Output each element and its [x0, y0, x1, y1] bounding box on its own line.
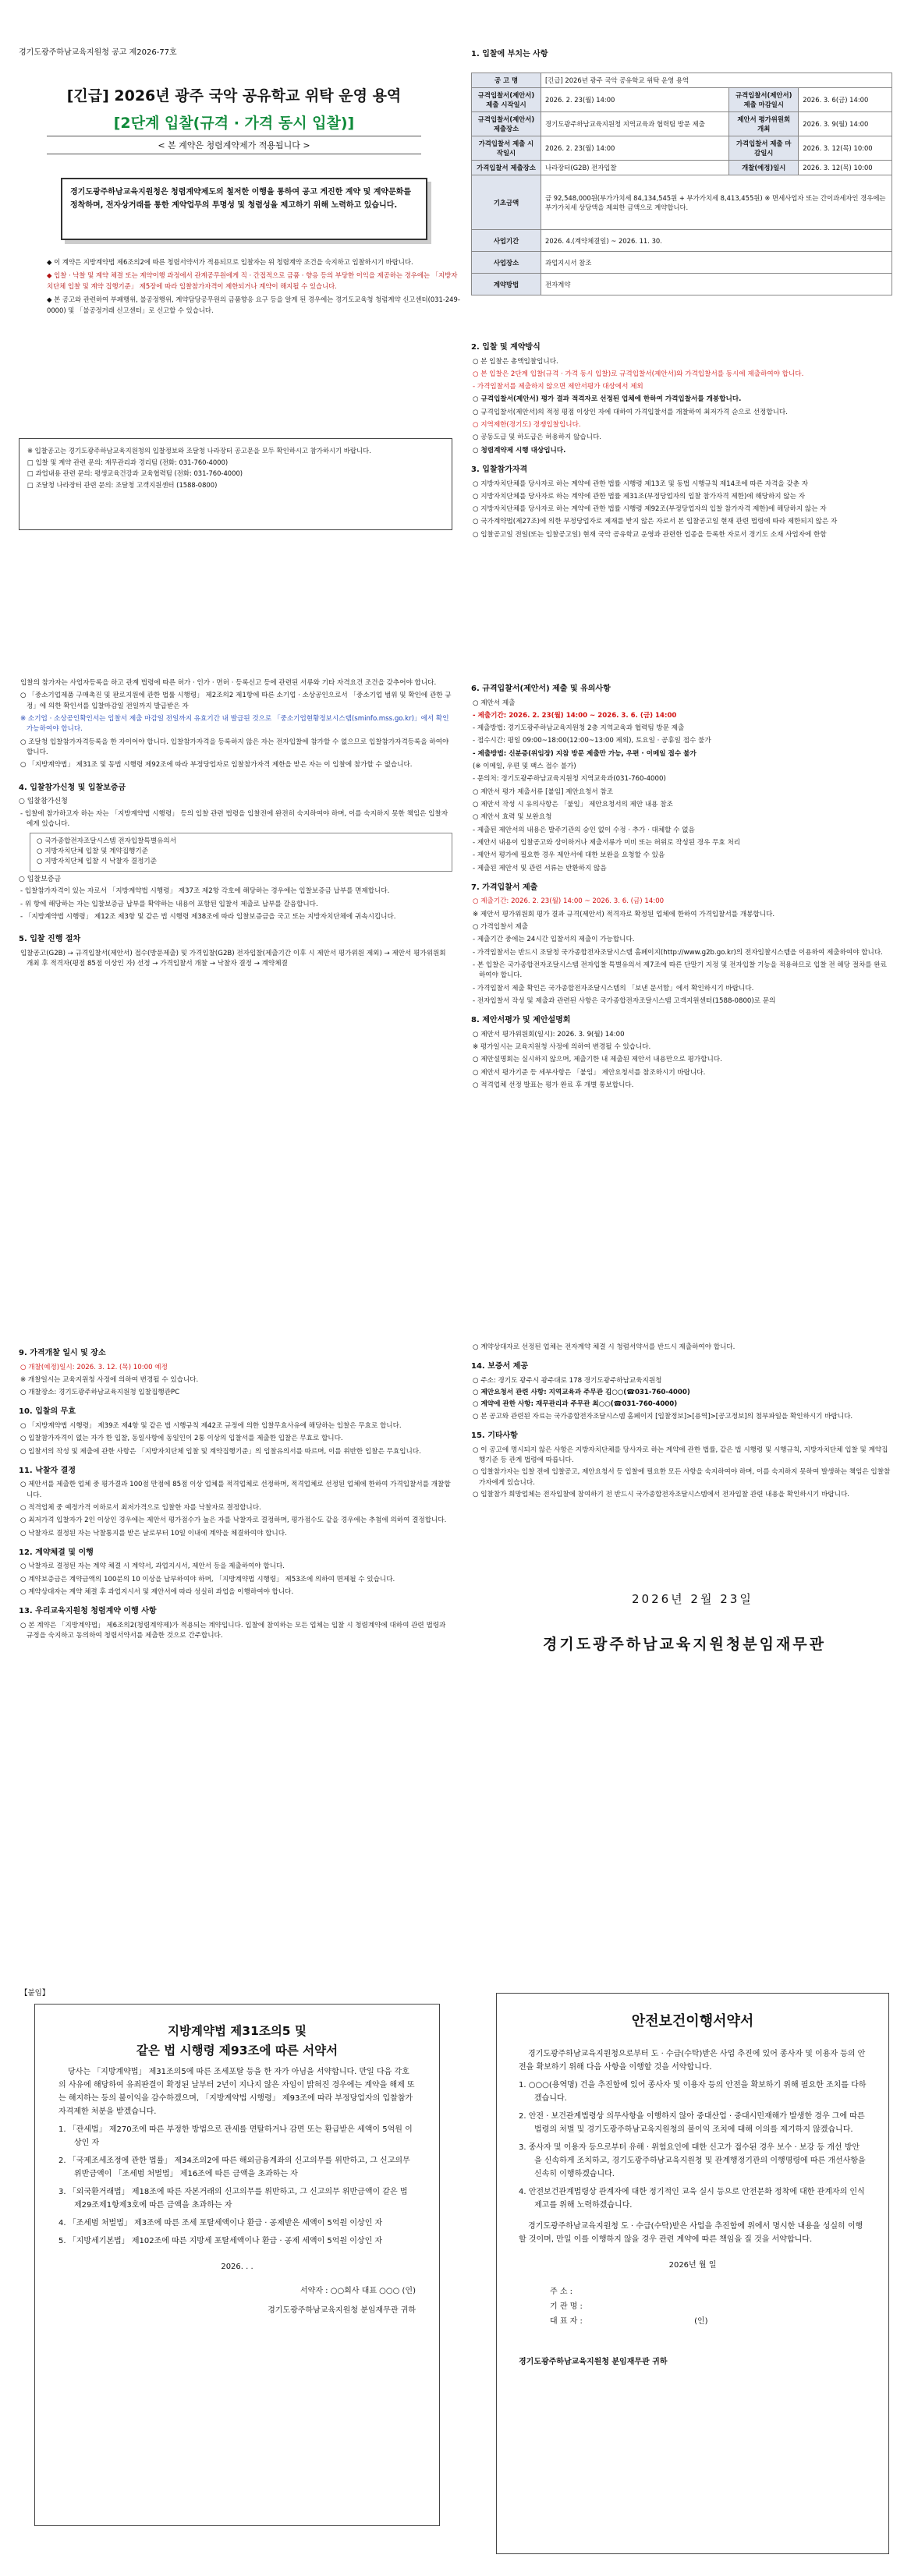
list-item: ○ 계약상대자로 선정된 업체는 전자계약 체결 시 청렴서약서를 반드시 제출하여야 합니다. — [473, 1343, 736, 1351]
section-9-heading: 9. 가격개찰 일시 및 장소 — [19, 1349, 106, 1357]
table-row — [472, 274, 892, 295]
attachment-label: 【붙임】 — [20, 1989, 50, 1997]
table-label: 공 고 명 — [472, 73, 541, 88]
table-value: 2026. 3. 12(목) 10:00 — [799, 136, 892, 161]
pledge-signer: 서약자 : ○○회사 대표 ○○○ (인) — [300, 2286, 416, 2295]
pledge-document — [34, 2004, 440, 2526]
subsection-heading: ○ 입찰참가신청 — [19, 798, 68, 805]
list-item: ※ 개찰일시는 교육지원청 사정에 의하여 변경될 수 있습니다. — [20, 1375, 199, 1384]
list-item: ○ 본 계약은 「지방계약법」 제6조의2(청렴계약제)가 적용되는 계약입니다. 입찰에 참여하는 모든 업체는 입찰 시 청렴계약에 대하여 관련 법령과 규정을 숙지하고 동의하여 청렴서약서를 제출한 것으로 간주합니다. — [20, 1621, 446, 1640]
list-item: ○ 입찰공고일 전일(또는 입찰공고일) 현재 국악 공유학교 운영과 관련한 업종을 등록한 자로서 경기도 소재 사업자에 한함 — [473, 530, 827, 539]
table-label: 사업장소 — [472, 252, 541, 274]
list-item: - 전자입찰서 작성 및 제출과 관련된 사항은 국가종합전자조달시스템 고객지원센터(1588-0800)로 문의 — [473, 996, 776, 1005]
reference-box — [30, 833, 452, 872]
pledge-intro: 당사는 「지방계약법」 제31조의5에 따른 조세포탈 등을 한 자가 아님을 서약합니다. 만일 다음 각호의 사유에 해당하여 유죄판결이 확정된 날부터 2년이 지나지 않은 자임이 밝혀진 경우에는 계약을 해제 또는 해지하는 등의 불이익을 감수하겠으며, 「지방계약법 시행령」 제93조에 따라 부정당업자의 입찰참가자격제한 처분을 받겠습니다. — [58, 2067, 415, 2116]
contact-line: ※ 입찰공고는 경기도광주하남교육지원청의 입찰정보와 조달청 나라장터 공고문을 모두 확인하시고 참가하시기 바랍니다. — [27, 447, 371, 455]
section-10-heading: 10. 입찰의 무효 — [19, 1407, 76, 1417]
pledge-item: 1. 「관세법」 제270조에 따른 부정한 방법으로 관세를 면탈하거나 감면 또는 환급받은 세액이 5억원 이상인 자 — [58, 2125, 413, 2147]
list-item: ○ 「중소기업제품 구매촉진 및 판로지원에 관한 법률 시행령」 제2조의2 제1항에 따른 소기업 · 소상공인으로서 「중소기업 범위 및 확인에 관한 규정」에 의한 확인서를 입찰마감일 전일까지 발급받은 자 — [20, 692, 452, 710]
list-item: ○ 적격업체 중 예정가격 이하로서 최저가격으로 입찰한 자를 낙찰자로 결정합니다. — [20, 1504, 261, 1512]
table-label: 개찰(예정)일시 — [729, 161, 799, 175]
integrity-box: 경기도광주하남교육지원청은 청렴계약제도의 철저한 이행을 통하여 공고 게진한 계약 및 계약문화를 정착하며, 전자상거래를 통한 계약업무의 투명성 및 청렴성을 제고하기 위해 노력하고 있습니다. — [61, 178, 427, 240]
table-value: 전자계약 — [541, 274, 892, 295]
list-item: ○ 계약보증금은 계약금액의 100분의 10 이상을 납부하여야 하며, 「지방계약법 시행령」 제53조에 의하여 면제될 수 있습니다. — [20, 1575, 395, 1583]
procedure-text: 입찰공고(G2B) → 규격입찰서(제안서) 접수(방문제출) 및 가격입찰(G2B) 전자입찰(제출기간 이후 시 제안서 평가위원 제외) → 제안서 평가위원회 개최 후 적격자(평점 85점 이상인 자) 선정 → 가격입찰서 개찰 → 낙찰자 결정 → 계약체결 — [20, 949, 446, 968]
table-label: 사업기간 — [472, 230, 541, 252]
table-value: 2026. 2. 23(월) 14:00 — [541, 88, 729, 112]
issuing-organization: 경기도광주하남교육지원청분임재무관 — [543, 1636, 827, 1653]
list-item: - 본 입찰은 국가종합전자조달시스템 전자입찰 특별유의서 제7조에 따른 단말기 지정 및 전자입찰 기능을 적용하므로 입찰 전 해당 절차를 완료하여야 합니다. — [473, 961, 887, 980]
list-item: - 제출된 제안서의 내용은 발주기관의 승인 없이 수정 · 추가 · 대체할 수 없음 — [473, 826, 695, 834]
section-4-heading: 4. 입찰참가신청 및 입찰보증금 — [19, 783, 126, 792]
section-12-heading: 12. 계약체결 및 이행 — [19, 1548, 94, 1557]
list-item: ○ 지방자치단체를 당사자로 하는 계약에 관한 법률 시행령 제92조(부정당업자의 입찰 참가자격 제한)에 해당하지 않는 자 — [473, 505, 827, 514]
table-label: 가격입찰서 제출장소 — [472, 161, 541, 175]
section-2 — [471, 337, 892, 543]
list-item: - 제출방법: 신분증(위임장) 지참 방문 제출만 가능, 우편 · 이메일 접수 불가 — [473, 749, 697, 758]
address-label: 주 소 : — [550, 2287, 573, 2296]
list-item: - 위 항에 해당하는 자는 입찰보증금 납부를 확약하는 내용이 포함된 입찰서 제출로 납부를 갈음합니다. — [20, 900, 318, 908]
list-item: ○ 제안서 평가 제출서류 [붙임] 제안요청서 참조 — [473, 787, 614, 796]
page-subtitle: [2단계 입찰(규격 · 가격 동시 입찰)] — [113, 115, 355, 132]
list-item: ○ 「지방계약법」 제31조 및 동법 시행령 제92조에 따라 부정당업자로 입찰참가자격 제한을 받은 자는 이 입찰에 참가할 수 없습니다. — [20, 761, 413, 770]
pledge-recipient: 경기도광주하남교육지원청 분임재무관 귀하 — [268, 2305, 416, 2315]
safety-item: 2. 안전 · 보건관계법령상 의무사항을 이행하지 않아 중대산업 · 중대시민재해가 발생한 경우 그에 따른 법령의 처벌 및 경기도광주하남교육지원청의 불이익 조치에 대해 이의를 제기하지 않겠습니다. — [519, 2111, 865, 2134]
list-item: ○ 제출기간: 2026. 2. 23(월) 14:00 ~ 2026. 3. 6. (금) 14:00 — [473, 897, 665, 906]
table-value: [긴급] 2026년 광주 국악 공유학교 위탁 운영 용역 — [541, 73, 892, 88]
announcement-date: 2026년 2월 23일 — [632, 1592, 753, 1606]
safety-item: 4. 안전보건관계법령상 관계자에 대한 정기적인 교육 실시 등으로 안전문화 정착에 대한 관계자의 인식 제고를 위해 노력하겠습니다. — [519, 2187, 865, 2210]
list-item: 입찰의 참가자는 사업자등록을 하고 관계 법령에 따른 허가 · 인가 · 면허 · 등록신고 등에 관련된 서류와 기타 자격요건 조건을 갖추어야 합니다. — [20, 679, 437, 687]
list-item: ○ 제안요청서 관련 사항: 지역교육과 주무관 김○○(☎031-760-4000) — [473, 1389, 690, 1397]
sections-9-13 — [19, 1343, 452, 1644]
table-row — [472, 175, 892, 230]
list-item: ※ 평가일시는 교육지원청 사정에 의하여 변경될 수 있습니다. — [473, 1043, 651, 1051]
list-item: - 입찰참가자격이 있는 자로서 「지방계약법 시행령」 제37조 제2항 각호에 해당하는 경우에는 입찰보증금 납부를 면제합니다. — [20, 887, 390, 896]
announcement-number: 경기도광주하남교육지원청 공고 제2026-77호 — [19, 48, 177, 57]
pledge-item: 2. 「국제조세조정에 관한 법률」 제34조의2에 따른 해외금융계좌의 신고의무를 위반하고, 그 신고의무 위반금액이 「조세범 처벌법」 제16조에 따른 금액을 초과하는 자 — [58, 2156, 410, 2178]
list-item: - 문의처: 경기도광주하남교육지원청 지역교육과(031-760-4000) — [473, 775, 666, 784]
list-item: ○ 본 입찰은 총액입찰입니다. — [473, 357, 558, 366]
list-item: (※ 이메일, 우편 및 팩스 접수 불가) — [473, 763, 576, 771]
list-item: ○ 낙찰자로 결정된 자는 낙찰통지를 받은 날로부터 10일 이내에 계약을 체결하여야 합니다. — [20, 1529, 287, 1537]
section-1-heading: 1. 입찰에 부치는 사항 — [471, 50, 548, 58]
pledge-item: 3. 「외국환거래법」 제18조에 따른 자본거래의 신고의무를 위반하고, 그 신고의무 위반금액이 같은 법 제29조제1항제3호에 따른 금액을 초과하는 자 — [58, 2187, 408, 2210]
section-3-heading: 3. 입찰참가자격 — [471, 465, 528, 474]
representative-label: 대 표 자 : — [550, 2316, 583, 2326]
list-item: ○ 최저가격 입찰자가 2인 이상인 경우에는 제안서 평가점수가 높은 자를 낙찰자로 결정하며, 평가점수도 같을 경우에는 추첨에 의하여 결정합니다. — [20, 1516, 447, 1525]
list-item: - 가격입찰서를 제출하지 않으면 제안서평가 대상에서 제외 — [473, 383, 643, 391]
table-value: 금 92,548,000원(부가가치세 84,134,545원 + 부가가치세 8,413,455원) ※ 면세사업자 또는 간이과세자인 경우에는 부가가치세 상당액을 제외한 금액으로 계약합니다. — [541, 175, 892, 230]
safety-pledge-document — [496, 1993, 889, 2554]
contact-line: □ 과업내용 관련 문의: 평생교육건강과 교육협력팀 (전화: 031-760-4000) — [27, 469, 243, 478]
list-item: ○ 지역제한(경기도) 경쟁입찰입니다. — [473, 421, 581, 430]
table-value: 과업지시서 참조 — [541, 252, 892, 274]
company-label: 기 관 명 : — [550, 2302, 583, 2311]
table-row — [472, 136, 892, 161]
seal-mark: (인) — [694, 2316, 708, 2326]
list-item: ○ 국가계약법(제27조)에 의한 부정당업자로 제재를 받지 않은 자로서 본 입찰공고일 현재 관련 법령에 따라 제한되지 않은 자 — [473, 518, 838, 526]
safety-title: 안전보건이행서약서 — [631, 2013, 754, 2029]
safety-signature-block — [550, 2284, 867, 2329]
list-item: ○ 계약상대자는 계약 체결 후 과업지시서 및 제안서에 따라 성실히 과업을 이행하여야 합니다. — [20, 1588, 294, 1597]
section-15-heading: 15. 기타사항 — [471, 1431, 518, 1441]
section-3-continued — [19, 678, 452, 972]
table-value: 2026. 3. 6(금) 14:00 — [799, 88, 892, 112]
table-label: 가격입찰서 제출 마감일시 — [729, 136, 799, 161]
list-item: - 가격입찰서는 반드시 조달청 국가종합전자조달시스템 홈페이지(http://www.g2b.go.kr)의 전자입찰시스템을 이용하여 제출하여야 합니다. — [473, 948, 883, 957]
pledge-title-line: 지방계약법 제31조의5 및 — [168, 2024, 307, 2038]
contact-line: □ 입찰 및 계약 관련 문의: 재무관리과 경리팀 (전화: 031-760-4000) — [27, 458, 229, 466]
list-item: ○ 제안설명회는 실시하지 않으며, 제출기한 내 제출된 제안서 내용만으로 평가합니다. — [473, 1056, 722, 1064]
caution-bullet: ◆ 이 계약은 지방계약법 제6조의2에 따른 청렴서약서가 적용되므로 입찰자는 위 청렴계약 조건을 숙지하고 입찰하시기 바랍니다. — [47, 258, 413, 266]
list-item: ○ 입찰참가 희망업체는 전자입찰에 참여하기 전 반드시 국가종합전자조달시스템에서 전자입찰 관련 내용을 확인하시기 바랍니다. — [473, 1490, 849, 1499]
list-item: ○ 개찰(예정)일시: 2026. 3. 12. (목) 10:00 예정 — [20, 1363, 168, 1371]
contact-line: □ 조달청 나라장터 관련 문의: 조달청 고객지원센터 (1588-0800) — [27, 481, 218, 490]
safety-date: 2026년 월 일 — [668, 2260, 717, 2270]
list-item: ○ 입찰서의 작성 및 제출에 관한 사항은 「지방자치단체 입찰 및 계약집행기준」의 입찰유의서를 따르며, 이를 위반한 입찰은 무효입니다. — [20, 1447, 421, 1456]
table-row — [472, 161, 892, 175]
pledge-date: 2026. . . — [221, 2262, 253, 2271]
list-item: ○ 지방자치단체를 당사자로 하는 계약에 관한 법률 시행령 제13조 및 동법 시행규칙 제14조에 따른 자격을 갖춘 자 — [473, 479, 809, 488]
reference-item: ○ 국가종합전자조달시스템 전자입찰특별유의서 — [37, 837, 176, 845]
table-value: 2026. 4.(계약체결일) ~ 2026. 11. 30. — [541, 230, 892, 252]
list-item: - 제출기간 중에는 24시간 입찰서의 제출이 가능합니다. — [473, 936, 635, 944]
table-row — [472, 88, 892, 112]
list-item: ○ 가격입찰서 제출 — [473, 923, 529, 931]
table-row — [472, 230, 892, 252]
list-item: - 제출된 제안서 및 관련 서류는 반환하지 않음 — [473, 864, 607, 872]
table-value: 2026. 3. 12(목) 10:00 — [799, 161, 892, 175]
list-item: ○ 제안서 작성 시 유의사항은 「붙임」 제안요청서의 제안 내용 참조 — [473, 801, 673, 809]
list-item: ○ 「지방계약법 시행령」 제39조 제4항 및 같은 법 시행규칙 제42조 규정에 의한 입찰무효사유에 해당하는 입찰은 무효로 합니다. — [20, 1421, 402, 1430]
safety-item: 3. 종사자 및 이용자 등으로부터 유해 · 위험요인에 대한 신고가 접수된 경우 보수 · 보강 등 개선 방안을 신속하게 조치하고, 경기도광주하남교육지원청 및 관계행정기관의 이행명령에 따른 개선사항을 신속히 이행하겠습니다. — [519, 2143, 866, 2178]
section-7-heading: 7. 가격입찰서 제출 — [471, 883, 538, 892]
list-item: ○ 규격입찰서(제안서) 평가 결과 적격자로 선정된 업체에 한하여 가격입찰서를 개봉합니다. — [473, 395, 742, 404]
list-item: ○ 적격업체 선정 발표는 평가 완료 후 개별 통보합니다. — [473, 1081, 634, 1089]
section-13-heading: 13. 우리교육지원청 청렴계약 이행 사항 — [19, 1607, 157, 1616]
caution-bullet: ◆ 입찰 · 낙찰 및 계약 체결 또는 계약이행 과정에서 관계공무원에게 직 · 간접적으로 금품 · 향응 등의 부당한 이익을 제공하는 경우에는 「지방자치단체 입찰 및 계약 집행기준」 제5장에 따라 입찰참가자격이 제한되거나 계약이 해지될 수 있습니다. — [47, 271, 458, 290]
reference-item: ○ 지방자치단체 입찰 및 계약집행기준 — [37, 847, 148, 855]
list-item: ○ 주소: 경기도 광주시 광주대로 178 경기도광주하남교육지원청 — [473, 1376, 662, 1385]
reference-item: ○ 지방자치단체 입찰 시 낙찰자 결정기준 — [37, 858, 157, 866]
list-item: ○ 제안서 효력 및 보완요청 — [473, 813, 552, 822]
list-item: ○ 제안서 평가위원회(일시): 2026. 3. 9(월) 14:00 — [473, 1030, 625, 1039]
table-value: 나라장터(G2B) 전자입찰 — [541, 161, 729, 175]
list-item: - 가격입찰서 제출 확인은 국가종합전자조달시스템의 「보낸 문서함」에서 확인하시기 바랍니다. — [473, 984, 754, 993]
list-item: ○ 개찰장소: 경기도광주하남교육지원청 입찰집행관PC — [20, 1389, 180, 1397]
bid-info-table — [471, 73, 892, 295]
table-label: 규격입찰서(제안서) 제출 시작일시 — [472, 88, 541, 112]
list-item: ○ 공동도급 및 하도급은 허용하지 않습니다. — [473, 433, 602, 442]
list-item: ○ 본 공고와 관련된 자료는 국가종합전자조달시스템 홈페이지 [입찰정보]>[용역]>[공고정보]의 첨부파일을 확인하시기 바랍니다. — [473, 1412, 853, 1421]
table-value: 2026. 2. 23(월) 14:00 — [541, 136, 729, 161]
list-item: ○ 낙찰자로 결정된 자는 계약 체결 시 계약서, 과업지시서, 제안서 등을 제출하여야 합니다. — [20, 1562, 285, 1571]
section-5-heading: 5. 입찰 진행 절차 — [19, 935, 81, 944]
contact-box — [19, 438, 452, 530]
safety-intro: 경기도광주하남교육지원청으로부터 도 · 수급(수탁)받은 사업 추진에 있어 종사자 및 이용자 등의 안전을 확보하기 위해 다음 사항을 이행할 것을 서약합니다. — [519, 2049, 866, 2072]
list-item: - 제안서 내용이 입찰공고와 상이하거나 제출서류가 미비 또는 허위로 작성된 경우 무효 처리 — [473, 838, 741, 847]
list-item: - 제출방법: 경기도광주하남교육지원청 2층 지역교육과 협력팀 방문 제출 — [473, 724, 685, 733]
list-item: ○ 입찰참가자격이 없는 자가 한 입찰, 동일사항에 동일인이 2통 이상의 입찰서를 제출한 입찰은 무효로 합니다. — [20, 1435, 343, 1443]
table-label: 기초금액 — [472, 175, 541, 230]
sections-6-8 — [471, 678, 892, 1093]
list-item: ○ 청렴계약제 시행 대상입니다. — [473, 446, 566, 455]
safety-item: 1. ○○○(용역명) 건을 추진함에 있어 종사자 및 이용자 등의 안전을 확보하기 위해 필요한 조치를 다하겠습니다. — [519, 2080, 867, 2103]
pledge-item: 5. 「지방세기본법」 제102조에 따른 지방세 포탈세액이나 환급 · 공제 세액이 5억원 이상인 자 — [58, 2236, 383, 2245]
table-label: 규격입찰서(제안서) 제출 마감일시 — [729, 88, 799, 112]
list-item: - 입찰에 참가하고자 하는 자는 「지방계약법 시행령」 등의 입찰 관련 법령을 입찰전에 완전히 숙지하여야 하며, 이를 숙지하지 못한 책임은 입찰자에게 있습니다. — [20, 809, 448, 829]
list-item: ○ 규격입찰서(제안서)의 적정 평점 이상인 자에 대하여 가격입찰서를 개찰하여 최저가격 순으로 선정합니다. — [473, 408, 788, 416]
list-item: - 「지방계약법 시행령」 제12조 제3항 및 같은 법 시행령 제38조에 따라 입찰보증금을 국고 또는 지방자치단체에 귀속시킵니다. — [20, 913, 396, 922]
table-value: 경기도광주하남교육지원청 지역교육과 협력팀 방문 제출 — [541, 112, 729, 136]
caution-bullet: ◆ 본 공고와 관련하여 부패행위, 불공정행위, 계약담당공무원의 금품향응 요구 등을 알게 된 경우에는 경기도교육청 청렴계약 신고센터(031-249-0000) 및 「불공정거래 신고센터」로 신고할 수 있습니다. — [47, 295, 460, 314]
table-value: 2026. 3. 9(월) 14:00 — [799, 112, 892, 136]
list-item: ○ 이 공고에 명시되지 않은 사항은 지방자치단체를 당사자로 하는 계약에 관한 법률, 같은 법 시행령 및 시행규칙, 지방자치단체 입찰 및 계약집행기준 등 관계 법령에 따릅니다. — [473, 1445, 888, 1464]
table-label: 제안서 평가위원회 개최 — [729, 112, 799, 136]
list-item: - 제출기간: 2026. 2. 23(월) 14:00 ~ 2026. 3. 6. (금) 14:00 — [473, 711, 677, 720]
section-8-heading: 8. 제안서평가 및 제안설명회 — [471, 1016, 571, 1025]
table-label: 규격입찰서(제안서) 제출장소 — [472, 112, 541, 136]
page-title: [긴급] 2026년 광주 국악 공유학교 위탁 운영 용역 — [66, 87, 402, 104]
subsection-heading: ○ 입찰보증금 — [19, 875, 62, 883]
section-6-heading: 6. 규격입찰서(제안서) 제출 및 유의사항 — [471, 685, 611, 693]
list-item: - 제안서 평가에 필요한 경우 제안서에 대한 보완을 요청할 수 있음 — [473, 851, 665, 860]
list-item: ○ 입찰참가자는 입찰 전에 입찰공고, 제안요청서 등 입찰에 필요한 모든 사항을 숙지하여야 하며, 이를 숙지하지 못하여 발생하는 책임은 입찰참가자에게 있습니다. — [473, 1468, 891, 1487]
list-item: - 접수시간: 평일 09:00~18:00(12:00~13:00 제외), 토요일 · 공휴일 접수 불가 — [473, 737, 711, 745]
section-14-heading: 14. 보증서 제공 — [471, 1362, 528, 1371]
sections-14-15 — [471, 1343, 892, 1502]
list-item: ※ 소기업 · 소상공인확인서는 입찰서 제출 마감일 전일까지 유효기간 내 발급된 것으로 「중소기업현황정보시스템(sminfo.mss.go.kr)」에서 확인 가능하여야 합니다. — [20, 714, 449, 734]
table-label: 가격입찰서 제출 시작일시 — [472, 136, 541, 161]
safety-note: 경기도광주하남교육지원청 도 · 수급(수탁)받은 사업을 추진함에 위에서 명시한 내용을 성실히 이행할 것이며, 만일 이를 이행하지 않을 경우 관련 계약에 따른 책임을 질 것을 서약합니다. — [519, 2221, 863, 2244]
list-item: ○ 지방자치단체를 당사자로 하는 계약에 관한 법률 제31조(부정당업자의 입찰 참가자격 제한)에 해당하지 않는 자 — [473, 492, 805, 501]
pledge-item: 4. 「조세범 처벌법」 제3조에 따른 조세 포탈세액이나 환급 · 공제받은 세액이 5억원 이상인 자 — [58, 2218, 383, 2227]
section-2-heading: 2. 입찰 및 계약방식 — [471, 343, 541, 352]
safety-recipient: 경기도광주하남교육지원청 분임재무관 귀하 — [519, 2357, 668, 2366]
integrity-notice: < 본 계약은 청렴계약제가 적용됩니다 > — [47, 136, 421, 154]
pledge-title — [58, 2022, 416, 2061]
table-row — [472, 252, 892, 274]
table-row — [472, 73, 892, 88]
list-item: ○ 제안서 제출 — [473, 699, 516, 707]
caution-bullets — [47, 257, 460, 319]
pledge-title-line: 같은 법 시행령 제93조에 따른 서약서 — [136, 2043, 339, 2058]
list-item: ○ 조달청 입찰참가자격등록을 한 자이어야 합니다. 입찰참가자격을 등록하지 않은 자는 전자입찰에 참가할 수 없으므로 입찰참가자격등록을 하여야 합니다. — [20, 738, 449, 756]
list-item: ○ 제안서를 제출한 업체 중 평가결과 100점 만점에 85점 이상 업체를 적격업체로 선정하며, 적격업체로 선정된 업체에 한하여 가격입찰서를 개찰합니다. — [20, 1481, 451, 1499]
list-item: ○ 계약에 관한 사항: 재무관리과 주무관 최○○(☎031-760-4000) — [473, 1400, 678, 1409]
list-item: ※ 제안서 평가위원회 평가 결과 규격(제안서) 적격자로 확정된 업체에 한하여 가격입찰서를 개봉합니다. — [473, 910, 775, 918]
table-label: 계약방법 — [472, 274, 541, 295]
list-item: ○ 본 입찰은 2단계 입찰(규격 · 가격 동시 입찰)로 규격입찰서(제안서)와 가격입찰서를 동시에 제출하여야 합니다. — [473, 370, 804, 378]
section-11-heading: 11. 낙찰자 결정 — [19, 1466, 76, 1475]
list-item: ○ 제안서 평가기준 등 세부사항은 「붙임」 제안요청서를 참조하시기 바랍니다. — [473, 1068, 706, 1077]
table-row — [472, 112, 892, 136]
